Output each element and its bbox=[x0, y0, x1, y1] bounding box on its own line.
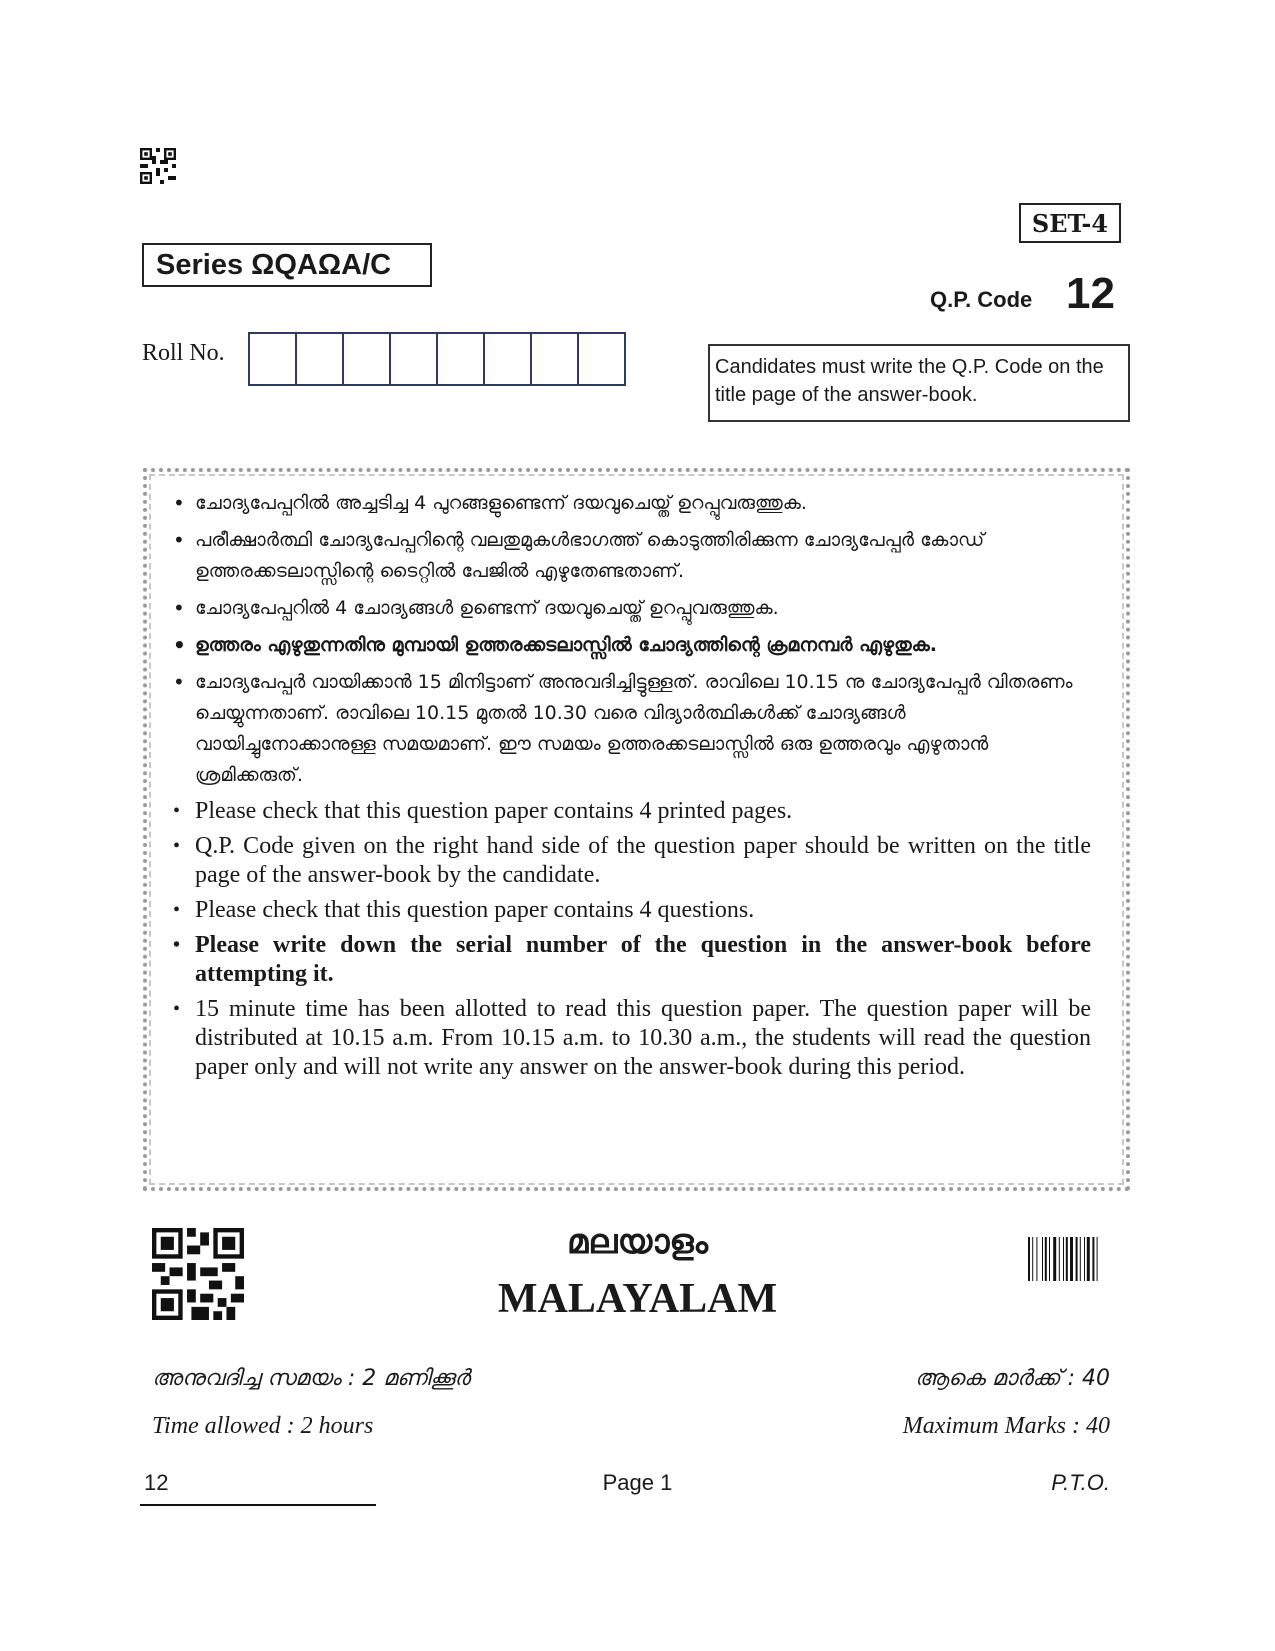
barcode-bar bbox=[1063, 1237, 1064, 1281]
qp-code-label: Q.P. Code bbox=[930, 287, 1033, 312]
instruction-item bbox=[169, 931, 1091, 989]
bullet-icon: • bbox=[173, 934, 181, 956]
roll-number-cell bbox=[530, 332, 579, 386]
bullet-icon: • bbox=[173, 596, 185, 620]
instruction-item bbox=[169, 896, 1091, 925]
candidate-note-box: Candidates must write the Q.P. Code on the title page of the answer-book. bbox=[708, 344, 1130, 422]
footer-code: 12 bbox=[144, 1470, 169, 1495]
barcode-bar bbox=[1053, 1237, 1056, 1281]
instruction-item bbox=[169, 667, 1091, 791]
qp-code-value: 12 bbox=[1066, 269, 1115, 318]
roll-number-cell bbox=[248, 332, 297, 386]
barcode-bar bbox=[1049, 1237, 1050, 1281]
instructions-box bbox=[143, 468, 1130, 1191]
instruction-text: ചോദ്യപേപ്പറിൽ അച്ചടിച്ച 4 പുറങ്ങളുണ്ടെന്ന് ദയവുചെയ്ത് ഉറപ്പുവരുത്തുക. bbox=[195, 492, 807, 514]
barcode-bar bbox=[1076, 1237, 1078, 1281]
instruction-item bbox=[169, 630, 1091, 661]
instruction-text: Please check that this question paper contains 4 printed pages. bbox=[195, 798, 793, 824]
bullet-icon: • bbox=[173, 998, 181, 1020]
barcode-icon bbox=[1028, 1237, 1118, 1281]
instruction-text: ഉത്തരം എഴുതുന്നതിനു മുമ്പായി ഉത്തരക്കടലാസ്സിൽ ചോദ്യത്തിന്റെ ക്രമനമ്പർ എഴുതുക. bbox=[195, 634, 937, 656]
footer-rule bbox=[140, 1504, 376, 1506]
instruction-item bbox=[169, 832, 1091, 890]
barcode-bar bbox=[1036, 1237, 1037, 1281]
instruction-text: ചോദ്യപേപ്പർ വായിക്കാൻ 15 മിനിട്ടാണ് അനുവദിച്ചിട്ടുള്ളത്. രാവിലെ 10.15 നു ചോദ്യപേപ്പർ വിതരണം ചെയ്യുന്നതാണ്. രാവിലെ 10.15 മുതൽ 10.30 വരെ വിദ്യാർത്ഥികൾക്ക് ചോദ്യങ്ങൾ വായിച്ചുനോക്കാനുള്ള സമയമാണ്. ഈ സമയം ഉത്തരക്കടലാസ്സിൽ ഒരു ഉത്തരവും എഴുതാൻ ശ്രമിക്കരുത്. bbox=[195, 671, 1073, 786]
roll-number-cell bbox=[577, 332, 626, 386]
barcode-bar bbox=[1092, 1237, 1094, 1281]
instructions-list bbox=[169, 488, 1091, 1088]
time-allowed-malayalam: അനുവദിച്ച സമയം : 2 മണിക്കൂർ bbox=[152, 1366, 470, 1391]
bullet-icon: • bbox=[173, 633, 186, 657]
barcode-bar bbox=[1066, 1237, 1068, 1281]
roll-number-cell bbox=[389, 332, 438, 386]
barcode-bar bbox=[1084, 1237, 1085, 1281]
instruction-text: പരീക്ഷാർത്ഥി ചോദ്യപേപ്പറിന്റെ വലതുമുകൾഭാഗത്ത് കൊടുത്തിരിക്കുന്ന ചോദ്യപേപ്പർ കോഡ് ഉത്തരക്കടലാസ്സിന്റെ ടൈറ്റിൽ പേജിൽ എഴുതേണ്ടതാണ്. bbox=[195, 529, 985, 582]
barcode-bar bbox=[1080, 1237, 1081, 1281]
instruction-item bbox=[169, 797, 1091, 826]
series-box: Series ΩQAΩA/C bbox=[142, 243, 432, 287]
instruction-item bbox=[169, 593, 1091, 624]
max-marks-english: Maximum Marks : 40 bbox=[902, 1413, 1110, 1439]
barcode-bar bbox=[1032, 1237, 1033, 1281]
bullet-icon: • bbox=[173, 670, 185, 694]
barcode-bar bbox=[1045, 1237, 1047, 1281]
barcode-bar bbox=[1087, 1237, 1090, 1281]
subject-title-malayalam: മലയാളം bbox=[567, 1222, 708, 1262]
roll-number-cell bbox=[436, 332, 485, 386]
bullet-icon: • bbox=[173, 835, 181, 857]
bullet-icon: • bbox=[173, 899, 181, 921]
bullet-icon: • bbox=[173, 528, 185, 552]
barcode-bar bbox=[1042, 1237, 1043, 1281]
instruction-text: 15 minute time has been allotted to read this question paper. The question paper will be distributed at 10.15 a.m. From 10.15 a.m. to 10.30 a.m., the students will read the question paper only and will not write any answer on the answer-book during this period. bbox=[195, 996, 1091, 1080]
barcode-bar bbox=[1028, 1237, 1030, 1281]
set-number-box: SET-4 bbox=[1019, 203, 1121, 243]
roll-number-cell bbox=[295, 332, 344, 386]
instruction-item bbox=[169, 488, 1091, 519]
roll-number-boxes bbox=[248, 332, 626, 386]
barcode-bar bbox=[1097, 1237, 1098, 1281]
barcode-bar bbox=[1059, 1237, 1060, 1281]
barcode-bar bbox=[1070, 1237, 1073, 1281]
qr-code-small-icon bbox=[140, 148, 176, 184]
instruction-item bbox=[169, 995, 1091, 1082]
roll-number-cell bbox=[483, 332, 532, 386]
bullet-icon: • bbox=[173, 491, 185, 515]
instruction-text: Please check that this question paper contains 4 questions. bbox=[195, 897, 755, 923]
instruction-text: ചോദ്യപേപ്പറിൽ 4 ചോദ്യങ്ങൾ ഉണ്ടെന്ന് ദയവുചെയ്ത് ഉറപ്പുവരുത്തുക. bbox=[195, 597, 779, 619]
max-marks-malayalam: ആകെ മാർക്ക് : 40 bbox=[914, 1366, 1110, 1391]
instruction-item bbox=[169, 525, 1091, 587]
instruction-text: Q.P. Code given on the right hand side of the question paper should be written on the title page of the answer-book by the candidate. bbox=[195, 833, 1091, 888]
subject-title-english: MALAYALAM bbox=[497, 1276, 778, 1322]
time-allowed-english: Time allowed : 2 hours bbox=[152, 1413, 374, 1439]
bullet-icon: • bbox=[173, 800, 181, 822]
footer-page-number: Page 1 bbox=[602, 1470, 673, 1495]
roll-number-cell bbox=[342, 332, 391, 386]
roll-number-label: Roll No. bbox=[142, 340, 225, 366]
footer-pto: P.T.O. bbox=[1051, 1470, 1110, 1495]
instruction-text: Please write down the serial number of the question in the answer-book before attempting it. bbox=[195, 932, 1091, 987]
